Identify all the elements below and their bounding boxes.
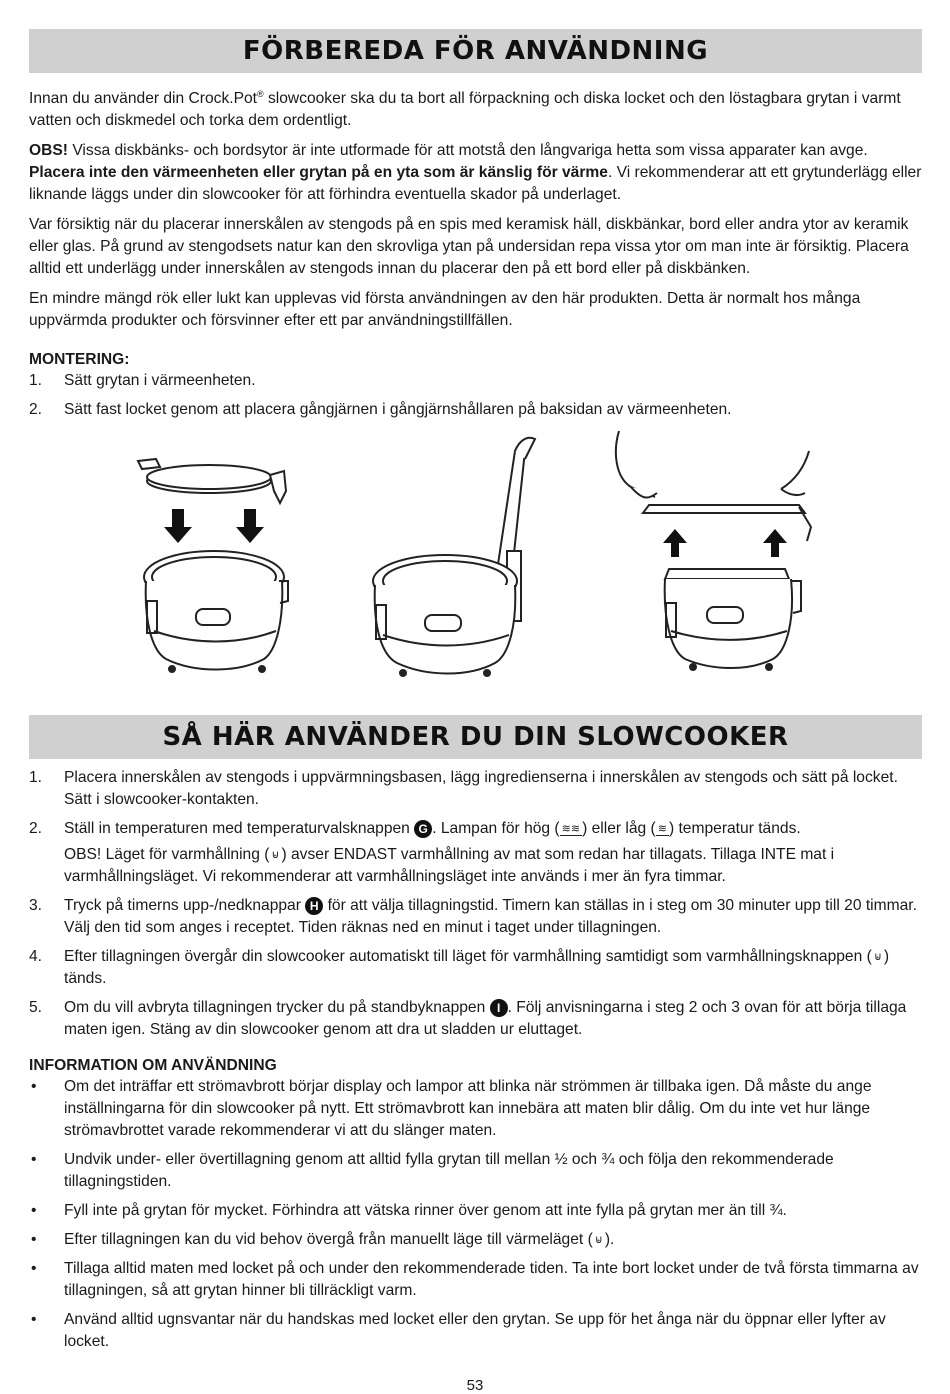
list-item [29, 844, 922, 888]
section-title-usage: SÅ HÄR ANVÄNDER DU DIN SLOWCOOKER [29, 715, 922, 759]
high-heat-icon: ≋≋ [561, 823, 581, 836]
list-item [29, 1309, 922, 1353]
button-h-badge-icon: H [305, 897, 323, 915]
page-number: 53 [466, 1377, 484, 1394]
step-text: . Följ anvisningarna i steg 2 och 3 ovan för att börja tillaga maten igen. Stäng av din slowcooker genom att dra ut sladden ur eluttaget. [64, 999, 907, 1039]
keep-warm-icon: ⊌ [594, 1234, 603, 1247]
step-text: Sätt grytan i värmeenheten. [64, 372, 256, 390]
bullet-text: Tillaga alltid maten med locket på och under den rekommenderade tiden. Ta inte bort locket under de två första timmarna av tillagningen, så att grytan hinner bli tillräckligt varm. [64, 1260, 919, 1300]
step-text: . Lampan för hög ( [432, 820, 560, 838]
bullet-text: ). [604, 1231, 615, 1249]
list-item [29, 1229, 922, 1251]
lid-hinged-illustration [369, 431, 579, 691]
intro-text-b: slowcooker ska du ta bort all förpackning och diska locket och den löstagbara grytan i varmt vatten och diskmedel och torka dem ordentligt. [29, 90, 901, 130]
usage-steps [29, 767, 922, 1041]
bullet: • [31, 1231, 37, 1249]
step-text: Om du vill avbryta tillagningen trycker du på standbyknappen [64, 999, 490, 1017]
info-bullets [29, 1076, 922, 1353]
bullet-text: Om det inträffar ett strömavbrott börjar display och lampor att blinka när strömmen är tillbaka igen. Då måste du ange inställningarna för din slowcooker på nytt. Ett strömavbrott kan innebära att maten blir dålig. Om du inte vet hur länge strömavbrottet varade rekommenderar vi att du slänger maten. [64, 1078, 872, 1140]
bullet: • [31, 1078, 37, 1096]
step-text: Sätt fast locket genom att placera gångjärnen i gångjärnshållaren på baksidan av värmeenheten. [64, 401, 732, 419]
step-number: 5. [29, 999, 43, 1017]
obs-label: OBS! [29, 142, 68, 160]
list-item [29, 818, 922, 840]
low-heat-icon: ≋ [657, 823, 667, 836]
registered-mark: ® [257, 89, 264, 99]
info-heading: INFORMATION OM ANVÄNDNING [29, 1057, 277, 1075]
step-text: Efter tillagningen övergår din slowcooker automatiskt till läget för varmhållning samtidigt som varmhållningsknappen ( [64, 948, 872, 966]
assembly-heading: MONTERING: [29, 351, 130, 369]
intro-paragraph [29, 83, 922, 132]
list-item [29, 1076, 922, 1142]
bullet: • [31, 1151, 37, 1169]
lid-lifting-illustration [609, 431, 829, 691]
bullet: • [31, 1202, 37, 1220]
step-text: Ställ in temperaturen med temperaturvalsknappen [64, 820, 415, 838]
bullet-text: Efter tillagningen kan du vid behov övergå från manuellt läge till värmeläget ( [64, 1231, 593, 1249]
list-item [29, 399, 922, 421]
bullet-text: Använd alltid ugnsvantar när du handskas med locket eller den grytan. Se upp för het ånga när du öppnar eller lyfter av locket. [64, 1311, 886, 1351]
step-text: ) avser ENDAST varmhållning av mat som redan har tillagats. Tillaga INTE mat i varmhållningsläget. Vi rekommenderar att varmhållningsläget inte används i mer än fyra timmar. [64, 846, 835, 886]
step-text: för att välja tillagningstid. Timern kan ställas in i steg om 30 minuter upp till 20 timmar. Välj den tid som anges i receptet. Tiden räknas ned en minut i taget under tillagningen. [64, 897, 917, 937]
bullet-text: Fyll inte på grytan för mycket. Förhindra att vätska rinner över genom att inte fylla på grytan mer än till ¾. [64, 1202, 787, 1220]
step-text: ) eller låg ( [582, 820, 656, 838]
list-item [29, 370, 922, 392]
list-item [29, 1200, 922, 1222]
bullet-text: Undvik under- eller övertillagning genom att alltid fylla grytan till mellan ½ och ¾ och följa den rekommenderade tillagningstiden. [64, 1151, 834, 1191]
keep-warm-icon: ⊌ [271, 849, 280, 862]
lid-lowering-illustration [134, 431, 294, 691]
keep-warm-icon: ⊌ [873, 951, 882, 964]
obs-emphasis: Placera inte den värmeenheten eller grytan på en yta som är känslig för värme [29, 164, 608, 182]
bullet: • [31, 1260, 37, 1278]
obs-paragraph [29, 140, 922, 206]
assembly-steps [29, 370, 922, 421]
list-item [29, 1149, 922, 1193]
obs-text-b: . Vi rekommenderar att ett grytunderlägg eller liknande läggs under din slowcooker för att förhindra eventuella skador på underlaget. [29, 164, 922, 204]
step-text: OBS! Läget för varmhållning ( [64, 846, 270, 864]
step-number: 2. [29, 401, 43, 419]
step-number: 3. [29, 897, 43, 915]
assembly-illustrations [29, 431, 922, 697]
step-text: Tryck på timerns upp-/nedknappar [64, 897, 306, 915]
button-g-badge-icon: G [414, 820, 432, 838]
list-item [29, 997, 922, 1041]
step-number: 1. [29, 769, 43, 787]
list-item [29, 895, 922, 939]
stoneware-paragraph: Var försiktig när du placerar innerskålen av stengods på en spis med keramisk häll, diskbänkar, bord eller andra ytor av keramik eller glas. På grund av stengodsets natur kan den skrovliga ytan på undersidan repa vissa ytor om man inte är försiktig. Placera alltid ett underlägg under innerskålen av stengods innan du placerar den på ett bord eller på diskbänken. [29, 216, 909, 278]
obs-text-a: Vissa diskbänks- och bordsytor är inte utformade för att motstå den långvariga hetta som vissa apparater kan avge. [67, 142, 868, 160]
intro-text-a: Innan du använder din Crock.Pot [29, 90, 257, 108]
manual-page [29, 29, 922, 1360]
list-item [29, 1258, 922, 1302]
step-text: ) tänds. [64, 948, 890, 988]
list-item [29, 946, 922, 990]
step-number: 1. [29, 372, 43, 390]
step-number: 2. [29, 820, 43, 838]
step-text: ) temperatur tänds. [668, 820, 801, 838]
step-text: Placera innerskålen av stengods i uppvärmningsbasen, lägg ingredienserna i innerskålen av stengods och sätt på locket. Sätt i slowcooker-kontakten. [64, 769, 898, 809]
section-title-preparation: FÖRBEREDA FÖR ANVÄNDNING [29, 29, 922, 73]
list-item [29, 767, 922, 811]
button-i-badge-icon: I [490, 999, 508, 1017]
step-number: 4. [29, 948, 43, 966]
smoke-paragraph: En mindre mängd rök eller lukt kan upplevas vid första användningen av den här produkten. Detta är normalt hos många uppvärmda produkter och försvinner efter ett par användningstillfällen. [29, 290, 861, 330]
bullet: • [31, 1311, 37, 1329]
